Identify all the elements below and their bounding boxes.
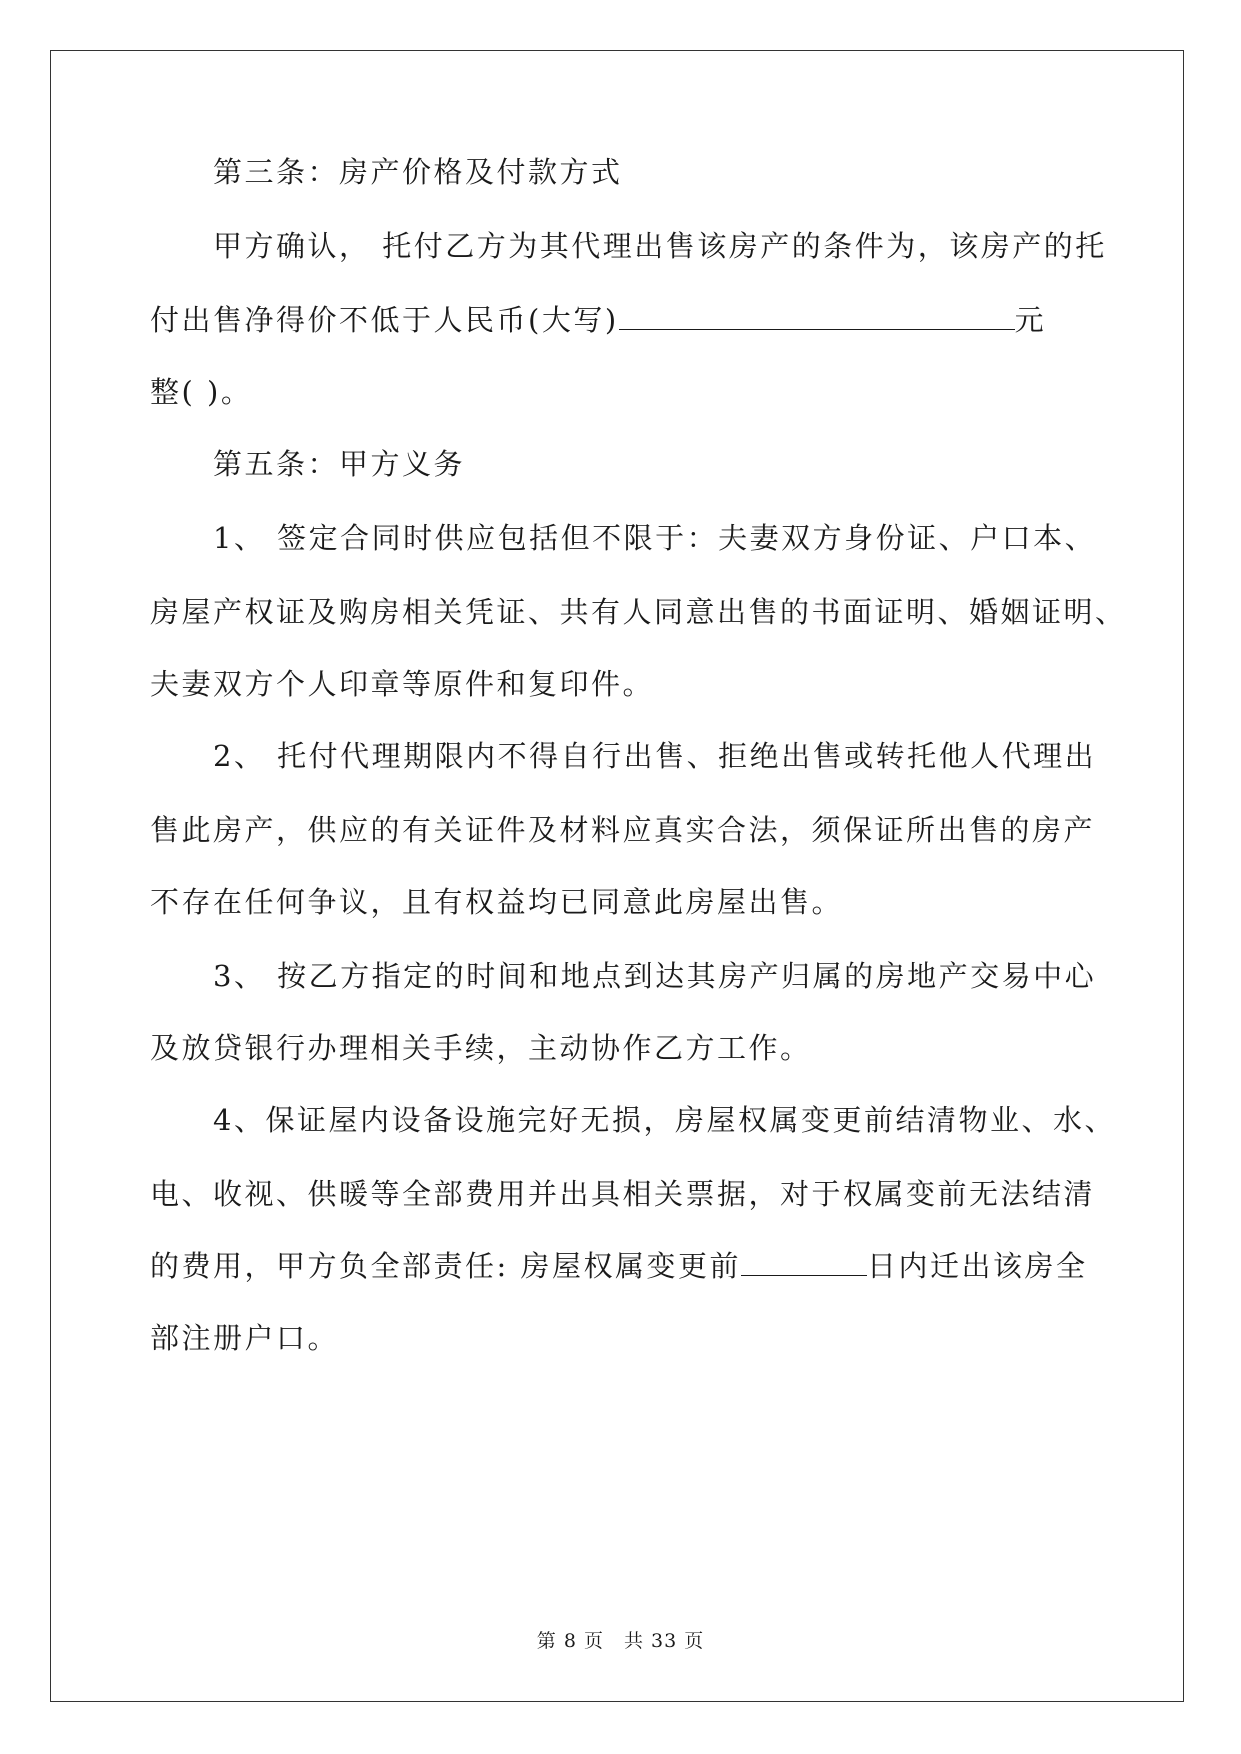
item2-line1: 2、 托付代理期限内不得自行出售、拒绝出售或转托他人代理出 <box>213 739 1097 773</box>
item3-line1: 3、 按乙方指定的时间和地点到达其房产归属的房地产交易中心 <box>213 959 1097 993</box>
item1-line3: 夫妻双方个人印章等原件和复印件。 <box>150 667 655 701</box>
article3-heading: 第三条：房产价格及付款方式 <box>213 155 623 189</box>
days-blank-field <box>741 1247 867 1276</box>
item4-line4: 部注册户口。 <box>150 1321 340 1355</box>
page-border <box>50 50 1184 1702</box>
item1-line2: 房屋产权证及购房相关凭证、共有人同意出售的书面证明、婚姻证明、 <box>150 595 1127 629</box>
item2-line3: 不存在任何争议，且有权益均已同意此房屋出售。 <box>150 885 844 919</box>
price-unit-text: 元 <box>1014 303 1047 337</box>
item1-line1: 1、 签定合同时供应包括但不限于：夫妻双方身份证、户口本、 <box>213 521 1097 555</box>
article3-paragraph-line3: 整( )。 <box>150 375 253 409</box>
item2-line2: 售此房产，供应的有关证件及材料应真实合法，须保证所出售的房产 <box>150 813 1096 847</box>
price-clause-text: 付出售净得价不低于人民币(大写) <box>150 303 619 337</box>
article5-heading: 第五条：甲方义务 <box>213 447 466 481</box>
move-out-clause-text: 的费用，甲方负全部责任: 房屋权属变更前 <box>150 1249 741 1283</box>
price-blank-field <box>619 301 1015 330</box>
item4-line2: 电、收视、供暖等全部费用并出具相关票据，对于权属变前无法结清 <box>150 1177 1096 1211</box>
item4-line1: 4、保证屋内设备设施完好无损，房屋权属变更前结清物业、水、 <box>213 1103 1116 1137</box>
page-number-footer: 第 8 页 共 33 页 <box>536 1630 705 1652</box>
article3-paragraph-line2 <box>150 300 1046 340</box>
item4-line3 <box>150 1246 1088 1286</box>
item3-line2: 及放贷银行办理相关手续，主动协作乙方工作。 <box>150 1031 812 1065</box>
move-out-clause-suffix: 日内迁出该房全 <box>867 1249 1088 1283</box>
article3-paragraph-line1: 甲方确认， 托付乙方为其代理出售该房产的条件为，该房产的托 <box>213 229 1107 263</box>
